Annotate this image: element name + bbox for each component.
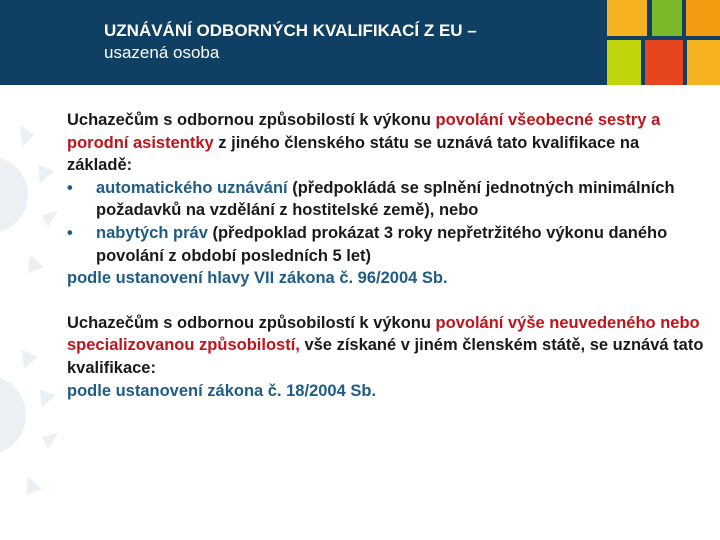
paragraph-2: [67, 312, 707, 380]
paragraph-1: [67, 109, 707, 177]
para1-text-start: Uchazečům s odbornou způsobilostí k výkonu: [67, 111, 436, 129]
slide-body: [67, 109, 707, 402]
para1-law-reference: podle ustanovení hlavy VII zákona č. 96/2004 Sb.: [67, 269, 448, 288]
slide-title: [104, 20, 477, 64]
para1-text-end: z jiného členského státu se uznává tato kvalifikace na základě:: [67, 133, 640, 175]
bullet-automatic-recognition: [67, 177, 707, 222]
title-bar: [0, 0, 720, 85]
bullet2-text: (předpoklad prokázat 3 roky nepřetržitého výkonu daného povolání z období posledních 5 let): [96, 223, 668, 265]
bullet1-text: (předpokládá se splnění jednotných minimálních požadavků na vzdělání z hostitelské země), nebo: [96, 178, 675, 220]
para2-law-reference: podle ustanovení zákona č. 18/2004 Sb.: [67, 381, 377, 400]
para1-highlight-povolani: povolání: [435, 111, 504, 129]
para2-text-end: vše získané v jiném členském státě, se uznává tato kvalifikace:: [67, 336, 704, 377]
slide-title-line2: usazená osoba: [104, 43, 220, 62]
bullet2-highlight: nabytých práv: [96, 223, 208, 242]
para2-highlight: povolání výše neuvedeného nebo specializovanou způsobilostí,: [67, 313, 700, 355]
sun-watermark-icon: [0, 85, 70, 540]
bullet-dot-icon: •: [67, 178, 73, 197]
bullet-acquired-rights: [67, 222, 707, 267]
bullet-dot-icon: •: [67, 223, 73, 242]
bullet1-highlight: automatického uznávání: [96, 178, 288, 197]
para2-text-start: Uchazečům s odbornou způsobilostí k výkonu: [67, 313, 436, 332]
para1-highlight-profession: všeobecné sestry a porodní asistentky: [67, 111, 661, 152]
slide-title-line1: UZNÁVÁNÍ ODBORNÝCH KVALIFIKACÍ Z EU –: [104, 21, 477, 40]
decorative-squares: [602, 0, 720, 85]
